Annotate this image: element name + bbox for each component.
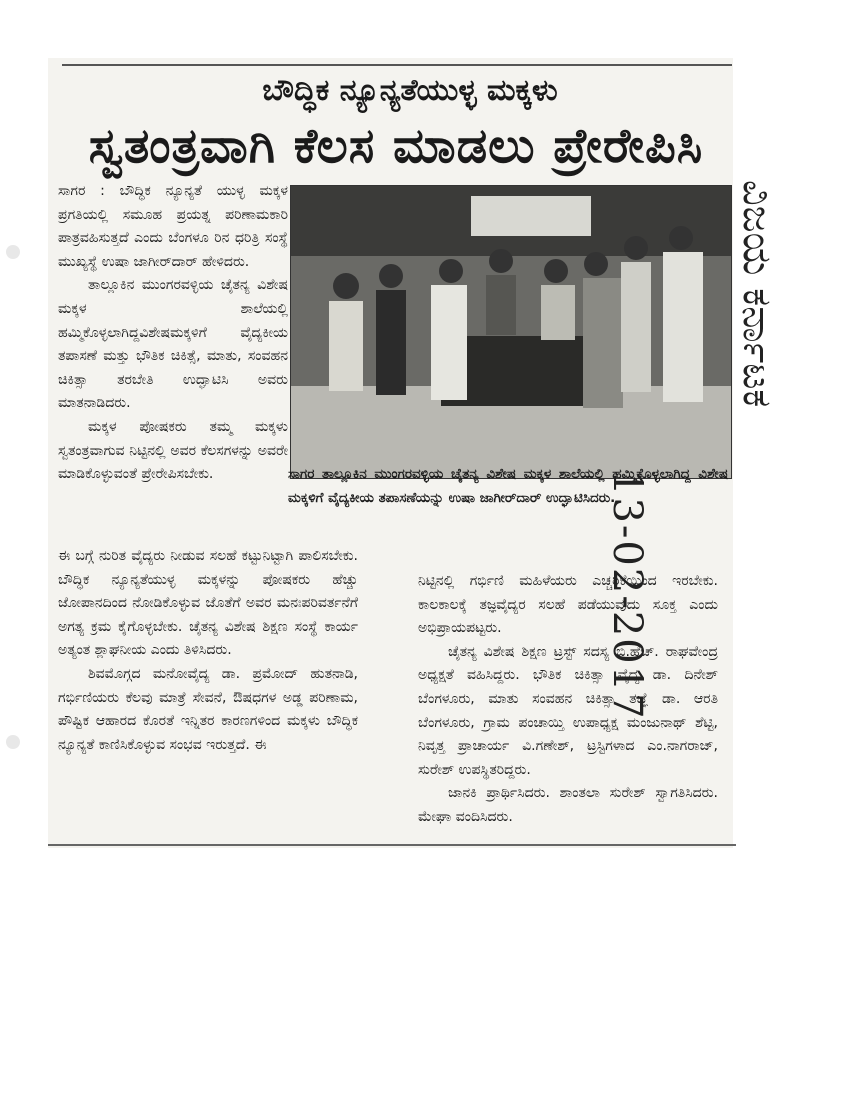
handwritten-source: ವಿಜಯ ಕರ್ನಾಟಕ xyxy=(734,180,780,408)
paragraph: ಮಕ್ಕಳ ಪೋಷಕರು ತಮ್ಮ ಮಕ್ಕಳು ಸ್ವತಂತ್ರವಾಗುವ ನಿಟ್ಟಿನಲ್ಲಿ ಅವರ ಕೆಲಸಗಳನ್ನು ಅವರೇ ಮಾಡಿಕೊಳ್ಳುವಂತೆ ಪ್ರೇರೇಪಿಸಬೇಕು. xyxy=(58,418,288,483)
photo-illustration xyxy=(291,186,731,478)
top-rule xyxy=(62,64,732,66)
left-column xyxy=(58,180,288,487)
event-photo xyxy=(290,185,732,479)
paragraph: ಸಾಗರ : ಬೌದ್ಧಿಕ ನ್ಯೂನ್ಯತೆ ಯುಳ್ಳ ಮಕ್ಕಳ ಪ್ರಗತಿಯಲ್ಲಿ ಸಮೂಹ ಪ್ರಯತ್ನ ಪರಿಣಾಮಕಾರಿ ಪಾತ್ರವಹಿಸುತ್ತದೆ ಎಂದು ಬೆಂಗಳೂ ರಿನ ಧರಿತ್ರಿ ಸಂಸ್ಥೆ ಮುಖ್ಯಸ್ಥೆ ಉಷಾ ಜಾಗೀರ್‌ದಾರ್ ಹೇಳಿದರು. xyxy=(58,183,288,270)
photo-caption: ಸಾಗರ ತಾಲ್ಲೂಕಿನ ಮುಂಗರವಳ್ಳಿಯ ಚೈತನ್ಯ ವಿಶೇಷ ಮಕ್ಕಳ ಶಾಲೆಯಲ್ಲಿ ಹಮ್ಮಿಕೊಳ್ಳಲಾಗಿದ್ದ ವಿಶೇಷ ಮಕ್ಕಳಿಗೆ ವೈದ್ಯಕೀಯ ತಪಾಸಣೆಯನ್ನು ಉಷಾ ಜಾಗೀರ್‌ದಾರ್ ಉದ್ಘಾಟಿಸಿದರು. xyxy=(288,466,728,506)
article-kicker: ಬೌದ್ಧಿಕ ನ್ಯೂನ್ಯತೆಯುಳ್ಳ ಮಕ್ಕಳು xyxy=(262,73,558,108)
paragraph: ತಾಲ್ಲೂಕಿನ ಮುಂಗರವಳ್ಳಿಯ ಚೈತನ್ಯ ವಿಶೇಷ ಮಕ್ಕಳ ಶಾಲೆಯಲ್ಲಿ ಹಮ್ಮಿಕೊಳ್ಳಲಾಗಿದ್ದವಿಶೇಷಮಕ್ಕಳಿಗೆ ವೈದ್ಯಕೀಯ ತಪಾಸಣೆ ಮತ್ತು ಭೌತಿಕ ಚಿಕಿತ್ಸೆ, ಮಾತು, ಸಂವಹನ ಚಿಕಿತ್ಸಾ ತರಬೇತಿ ಉದ್ಘಾಟಿಸಿ ಅವರು ಮಾತನಾಡಿದರು. xyxy=(58,277,288,412)
paragraph: ಈ ಬಗ್ಗೆ ನುರಿತ ವೈದ್ಯರು ನೀಡುವ ಸಲಹೆ ಕಟ್ಟುನಿಟ್ಟಾಗಿ ಪಾಲಿಸಬೇಕು. ಬೌದ್ಧಿಕ ನ್ಯೂನ್ಯತೆಯುಳ್ಳ ಮಕ್ಕಳನ್ನು ಪೋಷಕರು ಹೆಚ್ಚು ಜೋಪಾನದಿಂದ ನೋಡಿಕೊಳ್ಳುವ ಜೊತೆಗೆ ಅವರ ಮನಃಪರಿವರ್ತನೆಗೆ ಅಗತ್ಯ ಕ್ರಮ ಕೈಗೊಳ್ಳಬೇಕು. ಚೈತನ್ಯ ವಿಶೇಷ ಶಿಕ್ಷಣ ಸಂಸ್ಥೆ ಕಾರ್ಯ ಅತ್ಯಂತ ಶ್ಲಾಘನೀಯ ಎಂದು ತಿಳಿಸಿದರು. xyxy=(58,548,358,659)
article-headline: ಸ್ವತಂತ್ರವಾಗಿ ಕೆಲಸ ಮಾಡಲು ಪ್ರೇರೇಪಿಸಿ xyxy=(88,118,704,174)
right-column xyxy=(418,570,718,830)
wide-column xyxy=(58,545,358,757)
punch-hole xyxy=(6,245,20,259)
paragraph: ಚೈತನ್ಯ ವಿಶೇಷ ಶಿಕ್ಷಣ ಟ್ರಸ್ಟ್ ಸದಸ್ಯ ಬಿ.ಹೆಚ್. ರಾಘವೇಂದ್ರ ಅಧ್ಯಕ್ಷತೆ ವಹಿಸಿದ್ದರು. ಭೌತಿಕ ಚಿಕಿತ್ಸಾ ವೈದ್ಯ ಡಾ. ದಿನೇಶ್ ಬೆಂಗಳೂರು, ಮಾತು ಸಂವಹನ ಚಿಕಿತ್ಸಾ ತಜ್ಞೆ ಡಾ. ಆರತಿ ಬೆಂಗಳೂರು, ಗ್ರಾಮ ಪಂಚಾಯ್ತಿ ಉಪಾಧ್ಯಕ್ಷ ಮಂಜುನಾಥ್ ಶೆಟ್ಟಿ, ನಿವೃತ್ತ ಪ್ರಾಚಾರ್ಯ ವಿ.ಗಣೇಶ್, ಟ್ರಸ್ಟಿಗಳಾದ ಎಂ.ನಾಗರಾಜ್, ಸುರೇಶ್ ಉಪಸ್ಥಿತರಿದ್ದರು. xyxy=(418,643,718,778)
punch-hole xyxy=(6,735,20,749)
paragraph: ಜಾನಕಿ ಪ್ರಾರ್ಥಿಸಿದರು. ಶಾಂತಲಾ ಸುರೇಶ್ ಸ್ವಾಗತಿಸಿದರು. ಮೇಘಾ ವಂದಿಸಿದರು. xyxy=(418,785,718,825)
handwritten-date: 13-02-2017 xyxy=(604,470,650,721)
paragraph: ಶಿವಮೊಗ್ಗದ ಮನೋವೈದ್ಯ ಡಾ. ಪ್ರಮೋದ್ ಹುತನಾಡಿ, ಗರ್ಭಿಣಿಯರು ಕೆಲವು ಮಾತ್ರೆ ಸೇವನೆ, ಔಷಧಗಳ ಅಡ್ಡ ಪರಿಣಾಮ, ಪೌಷ್ಟಿಕ ಆಹಾರದ ಕೊರತೆ ಇನ್ನಿತರ ಕಾರಣಗಳಿಂದ ಮಕ್ಕಳು ಬೌದ್ಧಿಕ ನ್ಯೂನ್ಯತೆ ಕಾಣಿಸಿಕೊಳ್ಳುವ ಸಂಭವ ಇರುತ್ತದೆ. ಈ xyxy=(58,665,358,753)
paragraph: ನಿಟ್ಟಿನಲ್ಲಿ ಗರ್ಭಿಣಿ ಮಹಿಳೆಯರು ಎಚ್ಚರಿಕೆಯಿಂದ ಇರಬೇಕು. ಕಾಲಕಾಲಕ್ಕೆ ತಜ್ಞವೈದ್ಯರ ಸಲಹೆ ಪಡೆಯುವುದು ಸೂಕ್ತ ಎಂದು ಅಭಿಪ್ರಾಯಪಟ್ಟರು. xyxy=(418,573,718,637)
